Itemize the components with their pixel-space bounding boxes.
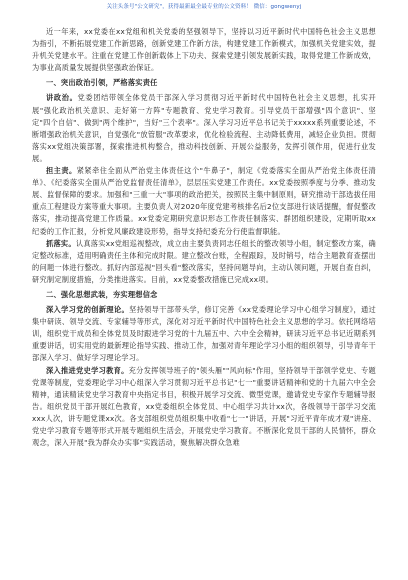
paragraph-party-history [0, 365, 408, 450]
paragraph-party-history-text: 充分发挥领导班子的"领头雁""风向标"作用，坚持领导干部领学党史、专题党课等制度，党委理论学习中心组深入学习贯彻习近平总书记"七一"重要讲话精神和党的十九届六中全会精神，通读精读党史学习教育中央指定书目，积极开展学习交流、微型党课，邀请党史专家作专题辅导报告。组织党员干部开展红色教育，xx党委组织全体党员、中心组学习共计xx次，各级领导干部学习交流xxx人次，讲专题党课xx次。各支部组织党员组织集中收看"七一"讲话，开展"习近平青年成才观"讲座、党史学习教育专题等形式开展专题组织生活会，开展党史学习教育。不断深化党员干部的人民情怀，群众观念，深入开展"我为群众办实事"实践活动，聚焦解决群众急难 [32, 365, 376, 448]
intro-paragraph: 近一年来，xx党委在xx党组和机关党委的坚强领导下，坚持以习近平新时代中国特色社会主义思想为指引，不断拓展党建工作新思路，创新党建工作新方法，构建党建工作新模式，加强机关党建实效，提升机关党建水平。注重在党建工作创新载体上下功夫、探索党建引领发展新实践，取得党建工作新成效，为事业高质量发展提供坚强政治保证。 [32, 27, 376, 73]
top-banner: 关注头条号"公文研究"，获得最新最全最专业的公文资料！ 微信：gongwenyj [106, 4, 302, 10]
document-body [0, 26, 408, 449]
paragraph-politics [0, 92, 408, 165]
paragraph-responsibility-lead: 担主责。 [46, 166, 77, 176]
paragraph-implementation-text: 认真落实xx党组巡视整改，成立由主要负责同志任组长的整改领导小组，制定整改方案，确定整改标准，适用明确责任主体和完成时限。建立整改台账，全程跟踪，及时销号，结合主题教育查摆出的问题一体进行整改。抓好内部巡视"回头看"整改落实，坚持问题导向，主动认领问题，开展自查自纠，研究制定制度措施，分类推进落实。目前，xx党委整改措施已完成xx项。 [32, 238, 376, 284]
section-heading-2: 二、强化思想武装，夯实理想信念 [46, 289, 158, 299]
section-heading-1: 一、突出政治引领，严格落实责任 [46, 78, 158, 88]
paragraph-responsibility [0, 165, 408, 238]
paragraph-theory-study [0, 304, 408, 364]
paragraph-politics-lead: 讲政治。 [46, 93, 78, 103]
paragraph-responsibility-text: 紧紧牵住全面从严治党主体责任这个"牛鼻子"，制定《党委落实全面从严治党主体责任清单》、《纪委落实全面从严治党监督责任清单》，层层压实党建工作责任。xx党委按照季度与分季、推动发展、监督保障的要求。加强和"三重一大"事项的政治把关，按照民主集中制原则，研究推动干部选拔任用重点工程建设方案等重大事项。主要负责人对2020年度党建考核排名后2位支部进行谈话提醒，督促整改落实，推动提高党建工作质量。xx党委定期研究意识形态工作责任制落实、群团组织建设，定期听取xx纪委的工作汇报，分析党风廉政建设形势，指导支持纪委充分行使监督职能。 [32, 166, 376, 236]
paragraph-theory-study-lead: 深入学习党的创新理论。 [46, 305, 130, 315]
paragraph-politics-text: 党委团结带领全体党员干部深入学习贯彻习近平新时代中国特色社会主义思想，扎实开展"强化政治机关意识、走好第一方阵"专题教育、党史学习教育。引导党员干部增强"四个意识"、坚定"四个自信"、做到"两个维护"，当好"三个表率"。深入学习习近平总书记关于xxxxx系列重要论述，不断增强政治机关意识，自觉强化"放管服"改革要求，优化检验流程、主动降低费用，减轻企业负担。贯彻落实xx党组决策部署，探索推进机构整合，推动科技创新、开展公益服务，发挥引领作用，促进行业发展。 [32, 93, 376, 163]
paragraph-theory-study-text: 坚持领导干部带头学，修订完善《xx党委理论学习中心组学习制度》，通过集中研读、领导交流、专家辅导等形式，深化对习近平新时代中国特色社会主义思想的学习。依托网络培训，组织党干成员和全体党员及时跟进学习党的十九届五中、六中全会精神，研读习近平总书记近期系列重要讲话，切实用党的最新理论指导实践、推动工作，加强对青年理论学习小组的组织领导，引导青年干部深入学习、做好学习理论学习。 [32, 305, 376, 363]
paragraph-implementation-lead: 抓落实。 [46, 238, 76, 248]
paragraph-party-history-lead: 深入推进党史学习教育。 [46, 365, 129, 375]
paragraph-implementation [0, 238, 408, 286]
